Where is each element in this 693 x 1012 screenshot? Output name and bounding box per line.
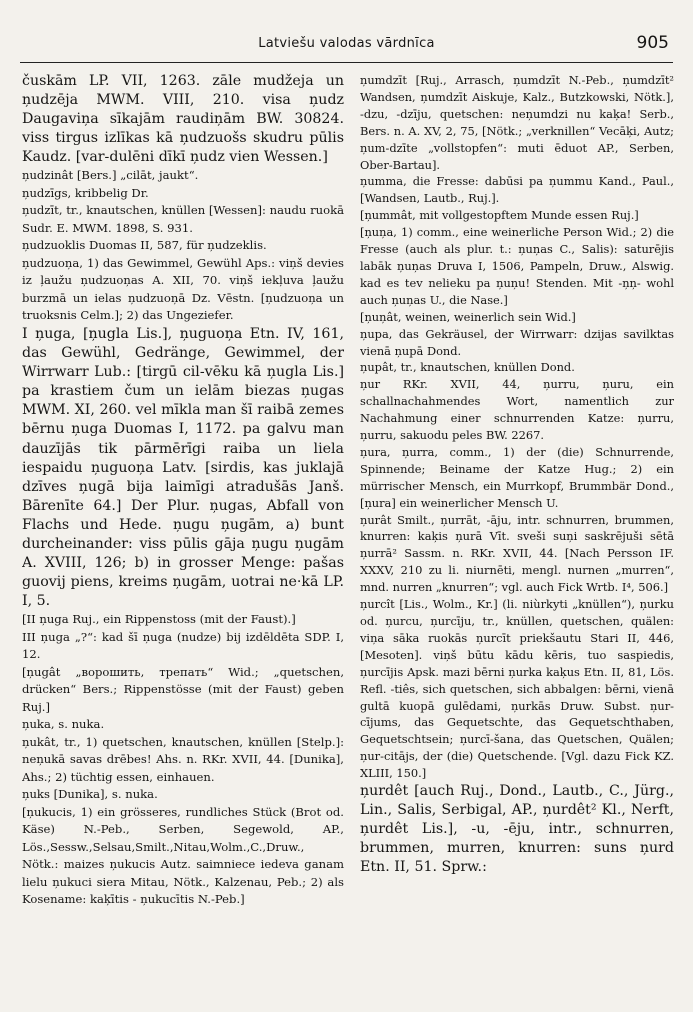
entry-text: [II ņuga Ruj., ein Rippenstoss (mit der Faust).]	[22, 612, 296, 627]
right-column	[360, 72, 674, 996]
dictionary-entry	[22, 611, 344, 629]
dictionary-entry	[360, 596, 674, 782]
entry-text: mit vollgestopftem Munde essen Ruj.]	[419, 208, 639, 223]
dictionary-entry	[360, 224, 674, 309]
entry-text: Smilt., ņurrāt, -āju, intr. schnurren, brummen, knurren: kaķis ņurā Vīt. sveši suņi saskrējuši sētā ņurrā² Sassm. n. RKr. XVII, 44. [Nach Persson IF. XXXV, 210 zu li. niurnēti, mengl. nurnen „murren“, mnd. nurren „knurren“; vgl. auch Fick Wrtb. I⁴, 506.]	[360, 512, 674, 595]
entry-text: weinen, weinerlich sein Wid.]	[405, 309, 576, 324]
entry-text: III ņuga „?“: kad šī ņuga (nudze) bij izdēldēta SDP. I, 12.	[22, 629, 344, 662]
dictionary-entry	[360, 359, 674, 376]
entry-text: das Gekräusel, der Wirrwarr: dzijas savilktas vienā ņupā Dond.	[360, 326, 674, 358]
entry-text: I ņuga, [ņugla Lis.], ņuguoņa Etn. IV, 161, das Gewühl, Gedränge, Gewimmel, der Wirrwarr Lub.: [tirgū cil-vēku kā ņugla Lis.] pa krastiem čum un ielām biezas ņugas MWM. XI, 260. vel mīkla man šī raibā zemes bērnu ņuga Duomas I, 1172. pa galvu man dauzījās tik pārmērīgi raiba un liela iespaidu ņuguoņa Latv. [sirdis, kas juklajā dzīves ņugā bija laimīgi atradušās Janš. Bārenīte 64.] Der Plur. ņugas, Abfall von Flachs und Hede. ņugu ņugām, a) bunt durcheinander: viss pūlis gāja ņugu ņugām A. XVIII, 126; b) in grosser Menge: pašas guovij piens, kreims ņugām, uotrai ne·kā LP. I, 5.	[22, 325, 344, 610]
left-column	[22, 72, 344, 996]
entry-text: die Fresse: dabūsi pa ņummu Kand., Paul., [Wandsen, Lautb., Ruj.].	[360, 174, 674, 206]
entry-headword: ņumma,	[360, 174, 407, 189]
entry-headword: ņuks	[22, 787, 50, 802]
dictionary-entry	[22, 202, 344, 237]
entry-headword: ņukât,	[22, 734, 60, 749]
entry-text: 1) ein grösseres, rundliches Stück (Brot od. Käse) N.-Peb., Serben, Segewold, AP., Lös.,Sessw.,Selsau,Smilt.,Nitau,Wolm.,C.,Druw., Nötk.: maizes ņukucis Autz. saimniece iedeva ganam lielu ņukuci siera Mitau, Nötk., Kalzenau, Peb.; 2) als Kosename: kaķītis - ņukucītis N.-Peb.]	[22, 804, 344, 907]
dictionary-entry	[360, 173, 674, 207]
entry-headword: ņurcît	[360, 597, 395, 612]
entry-text: RKr. XVII, 44, ņurru, ņuru, ein schallnachahmendes Wort, namentlich zur Nachahmung einer schnurrenden Katze: ņurru, ņurru, sakuodu peles BW. 2267.	[360, 377, 674, 443]
entry-headword: ņura,	[360, 444, 391, 459]
entry-headword: ņumdzīt	[360, 73, 407, 87]
entry-headword: ņudzinât	[22, 168, 74, 183]
entry-text: tr., knautschen, knüllen [Wessen]: naudu ruokā Sudr. E. MWM. 1898, S. 931.	[22, 203, 344, 235]
dictionary-entry	[22, 716, 344, 734]
entry-text: [Lis., Wolm., Kr.] (li. niùrkyti „knüllen“), ņurku od. ņurcu, ņurcīju, tr., knüllen, quetschen, quälen: viņa sāka ruokās ņurcīt priekšautu Stari II, 446, [Mesoten]. viņš būtu kādu kēris, tuo saspiedis, ņurcījis Apsk. mazi bērni ņurka kaķus Etn. II, 81, Lös. Refl. -tiês, sich quetschen, sich abbalgen: bērni, vienā gultā kuopā gulēdami, ņurkās Druw. Subst. ņur-cījums, das Gequetschte, das Gequetschthaben, Gequetschtsein; ņurcī-šana, das Quetschen, Quälen; ņur-citājs, der (die) Quetschende. [Vgl. dazu Fick KZ. XLIII, 150.]	[360, 597, 674, 781]
entry-headword: [ņummât,	[360, 208, 416, 223]
dictionary-entry	[22, 237, 344, 255]
entry-text: 1) comm., eine weinerliche Person Wid.; 2) die Fresse (auch als plur. t.: ņuņas C., Salis): saturējis labāk ņuņas Druva I, 1506, Pampeln, Druw., Alswig. kad es tev nelieku pa ņuņu! Stenden. Mit -ņņ- wohl auch ņuņas U., die Nase.]	[360, 225, 674, 307]
dictionary-entry	[22, 185, 344, 203]
dictionary-entry	[360, 782, 674, 877]
entry-text: [Bers.] „cilāt, jaukt“.	[76, 168, 199, 183]
entry-headword: [ņukucis,	[22, 804, 76, 819]
dictionary-entry	[22, 167, 344, 185]
entry-headword: ņurdêt	[360, 783, 409, 800]
dictionary-entry	[360, 309, 674, 326]
dictionary-entry	[360, 512, 674, 597]
entry-text: „ворошить, трепать“ Wid.; „quetschen, drücken“ Bers.; Rippenstösse (mit der Faust) geben Ruj.]	[22, 664, 344, 714]
entry-headword: ņudzuoņa,	[22, 255, 83, 270]
dictionary-title: Latviešu valodas vārdnīca	[258, 36, 435, 51]
dictionary-entry	[360, 326, 674, 360]
entry-headword: ņudzuoklis	[22, 238, 86, 253]
entry-headword: [ņugât	[22, 664, 61, 679]
dictionary-entry	[360, 72, 674, 173]
entry-headword: [ņuņa,	[360, 225, 397, 240]
page-header	[20, 30, 673, 63]
entry-headword: ņuka,	[22, 717, 55, 732]
entry-text: tr., 1) quetschen, knautschen, knüllen [Stelp.]: neņukā savas drēbes! Ahs. n. RKr. XVII, 44. [Dunika], Ahs.; 2) tüchtig essen, einhauen.	[22, 734, 344, 784]
entry-text: s. nuka.	[58, 717, 105, 732]
entry-text: [auch Ruj., Dond., Lautb., C., Jürg., Lin., Salis, Serbigal, AP., ņurdêt² Kl., Nerft, ņurdêt Lis.], -u, -ēju, intr., schnurren, brummen, murren, knurren: suns ņurd Etn. II, 51. Sprw.:	[360, 783, 674, 876]
entry-text: 1) das Gewimmel, Gewühl Aps.: viņš devies iz ļaužu ņudzuoņas A. XII, 70. viņš iekļuva ļaužu burzmā un ielas ņudzuoņā Dz. Vēstn. [ņudzuoņa un truoksnis Celm.]; 2) das Ungeziefer.	[22, 255, 344, 323]
entry-text: [Dunika], s. nuka.	[53, 787, 158, 802]
dictionary-entry	[22, 664, 344, 717]
dictionary-entry	[22, 255, 344, 325]
entry-text: čuskām LP. VII, 1263. zāle mudžeja un ņudzēja MWM. VIII, 210. visa ņudz Daugaviņa sīkajām raudiņām BW. 30824. viss tirgus izlīkas kā ņudzuošs skudru pūlis Kaudz. [var-dulēni dīkī ņudz vien Wessen.]	[22, 73, 344, 166]
dictionary-entry	[22, 786, 344, 804]
entry-headword: ņudzīt,	[22, 203, 63, 218]
entry-text: kribbelig Dr.	[74, 185, 149, 200]
entry-headword: ņupât,	[360, 360, 397, 375]
entry-headword: ņur	[360, 377, 381, 392]
entry-text: ņurra, comm., 1) der (die) Schnurrende, Spinnende; Beiname der Katze Hug.; 2) ein mürrischer Mensch, ein Murrkopf, Brummbär Dond., [ņura] ein weinerlicher Mensch U.	[360, 444, 674, 510]
dictionary-entry	[22, 325, 344, 611]
entry-headword: ņupa,	[360, 326, 393, 341]
entry-headword: ņudzīgs,	[22, 185, 72, 200]
entry-text: Duomas II, 587, für ņudzeklis.	[89, 238, 267, 253]
page-number: 905	[636, 33, 669, 53]
dictionary-entry	[22, 72, 344, 167]
dictionary-entry	[22, 734, 344, 787]
dictionary-entry	[22, 629, 344, 664]
entry-headword: ņurât	[360, 512, 392, 527]
entry-text: tr., knautschen, knüllen Dond.	[400, 360, 575, 375]
dictionary-entry	[360, 376, 674, 444]
entry-text: [Ruj., Arrasch, ņumdzīt N.-Peb., ņumdzīt² Wandsen, ņumdzīt Aiskuje, Kalz., Butzkowski, Nötk.], -dzu, -dzīju, quetschen: neņumdzi nu kaķa! Serb., Bers. n. A. XV, 2, 75, [Nötk.; „verknillen“ Vecāķi, Autz; ņum-dzīte „vollstopfen“: muti ēduot AP., Serben, Ober-Bartau].	[360, 73, 674, 172]
dictionary-entry	[360, 207, 674, 224]
dictionary-entry	[360, 444, 674, 512]
dictionary-entry	[22, 804, 344, 909]
entry-headword: [ņuņât,	[360, 309, 402, 324]
